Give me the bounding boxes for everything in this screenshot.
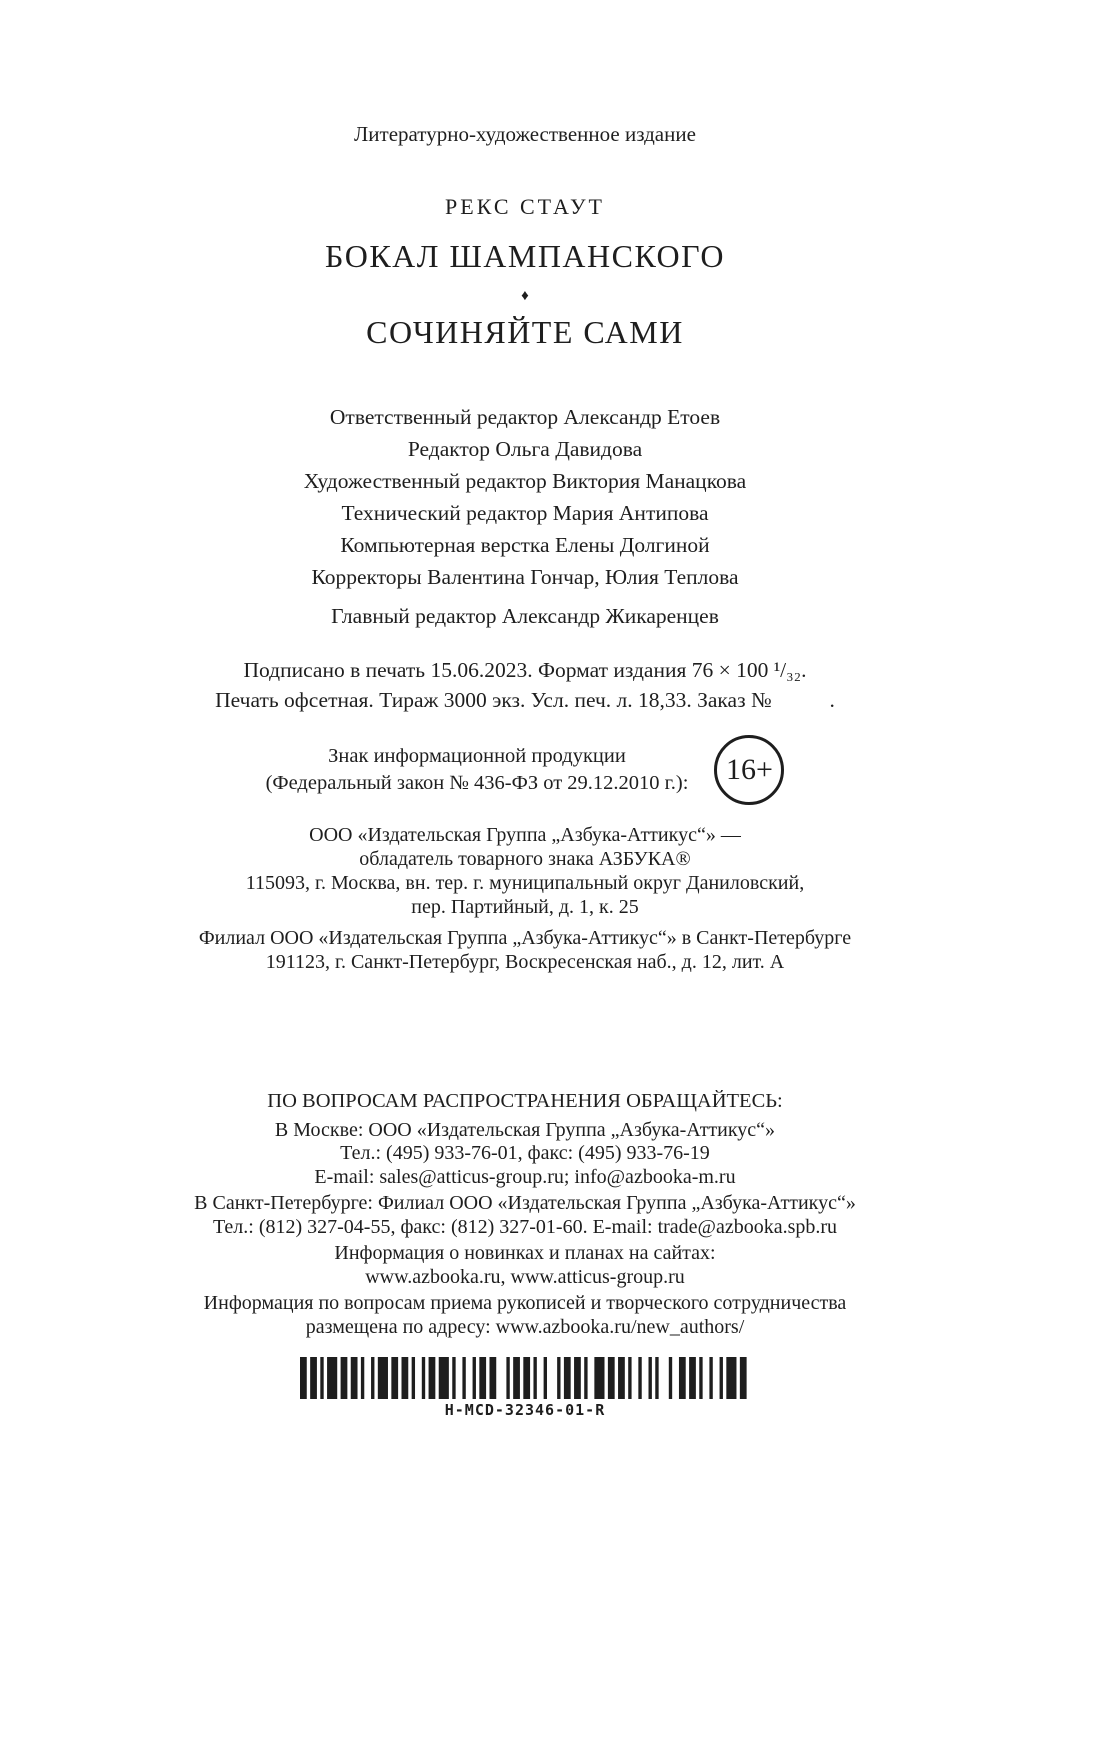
staff-line: Корректоры Валентина Гончар, Юлия Теплова: [311, 565, 739, 589]
distribution-line: www.azbooka.ru, www.atticus-group.ru: [365, 1265, 685, 1288]
age-mark-line: (Федеральный закон № 436-ФЗ от 29.12.2010 г.):: [265, 772, 689, 794]
age-mark-block: [115, 735, 935, 805]
distribution-line: В Санкт-Петербурге: Филиал ООО «Издательская Группа „Азбука-Аттикус“»: [194, 1192, 856, 1214]
publisher-line: пер. Партийный, д. 1, к. 25: [411, 896, 639, 918]
age-mark-text: [266, 743, 689, 797]
distribution-line: размещена по адресу: www.azbooka.ru/new_authors/: [305, 1315, 745, 1338]
distribution-block: [115, 1090, 935, 1339]
chief-editor-line: Главный редактор Александр Жикаренцев: [331, 604, 719, 628]
colophon-page: [115, 0, 935, 1419]
book-title-second: СОЧИНЯЙТЕ САМИ: [366, 314, 684, 350]
distribution-spb: [115, 1192, 935, 1239]
distribution-line: Тел.: (812) 327-04-55, факс: (812) 327-01-60. E-mail: trade@azbooka.spb.ru: [212, 1215, 838, 1238]
distribution-line: Информация о новинках и планах на сайтах:: [334, 1242, 716, 1264]
staff-line: Ответственный редактор Александр Етоев: [329, 405, 721, 429]
barcode-block: [115, 1357, 935, 1419]
print-info-line: Подписано в печать 15.06.2023. Формат издания 76 × 100 ¹/₃₂.: [243, 658, 807, 682]
distribution-manuscripts: [115, 1292, 935, 1339]
order-number-label: Печать офсетная. Тираж 3000 экз. Усл. печ. л. 18,33. Заказ №: [215, 688, 772, 712]
publisher-line: ООО «Издательская Группа „Азбука-Аттикус“» —: [309, 824, 741, 846]
publisher-line: обладатель товарного знака АЗБУКА®: [359, 848, 691, 870]
publisher-line: 115093, г. Москва, вн. тер. г. муниципальный округ Даниловский,: [245, 872, 805, 894]
print-info-line: [115, 685, 935, 715]
distribution-moscow: [115, 1119, 935, 1190]
age-mark-line: Знак информационной продукции: [328, 745, 626, 767]
distribution-line: Тел.: (495) 933-76-01, факс: (495) 933-76-19: [340, 1142, 710, 1164]
staff-line: Технический редактор Мария Антипова: [341, 501, 709, 525]
book-title-first: БОКАЛ ШАМПАНСКОГО: [325, 238, 725, 274]
distribution-line: В Москве: ООО «Издательская Группа „Азбука-Аттикус“»: [274, 1118, 776, 1141]
staff-line: Редактор Ольга Давидова: [407, 437, 643, 461]
edition-type: Литературно-художественное издание: [354, 122, 696, 146]
diamond-divider-icon: ♦: [521, 288, 529, 304]
editorial-staff-list: [115, 401, 935, 593]
distribution-line: E-mail: sales@atticus-group.ru; info@azbooka-m.ru: [314, 1165, 736, 1188]
staff-line: Художественный редактор Виктория Манацкова: [303, 469, 747, 493]
publisher-block: [115, 823, 935, 919]
staff-line: Компьютерная верстка Елены Долгиной: [340, 533, 710, 557]
print-info-block: [115, 655, 935, 715]
author-name: РЕКС СТАУТ: [445, 194, 605, 219]
branch-line: 191123, г. Санкт-Петербург, Воскресенская наб., д. 12, лит. А: [265, 951, 785, 973]
branch-line: Филиал ООО «Издательская Группа „Азбука-Аттикус“» в Санкт-Петербурге: [198, 927, 852, 949]
distribution-line: Информация по вопросам приема рукописей и творческого сотрудничества: [203, 1292, 847, 1314]
branch-block: [115, 926, 935, 974]
order-number-blank-dot: .: [829, 688, 835, 712]
distribution-heading: ПО ВОПРОСАМ РАСПРОСТРАНЕНИЯ ОБРАЩАЙТЕСЬ:: [267, 1090, 783, 1112]
barcode-image: [300, 1357, 750, 1399]
distribution-news: [115, 1242, 935, 1289]
barcode-code-text: H-MCD-32346-01-R: [444, 1401, 606, 1419]
age-rating-badge: 16+: [714, 735, 784, 805]
